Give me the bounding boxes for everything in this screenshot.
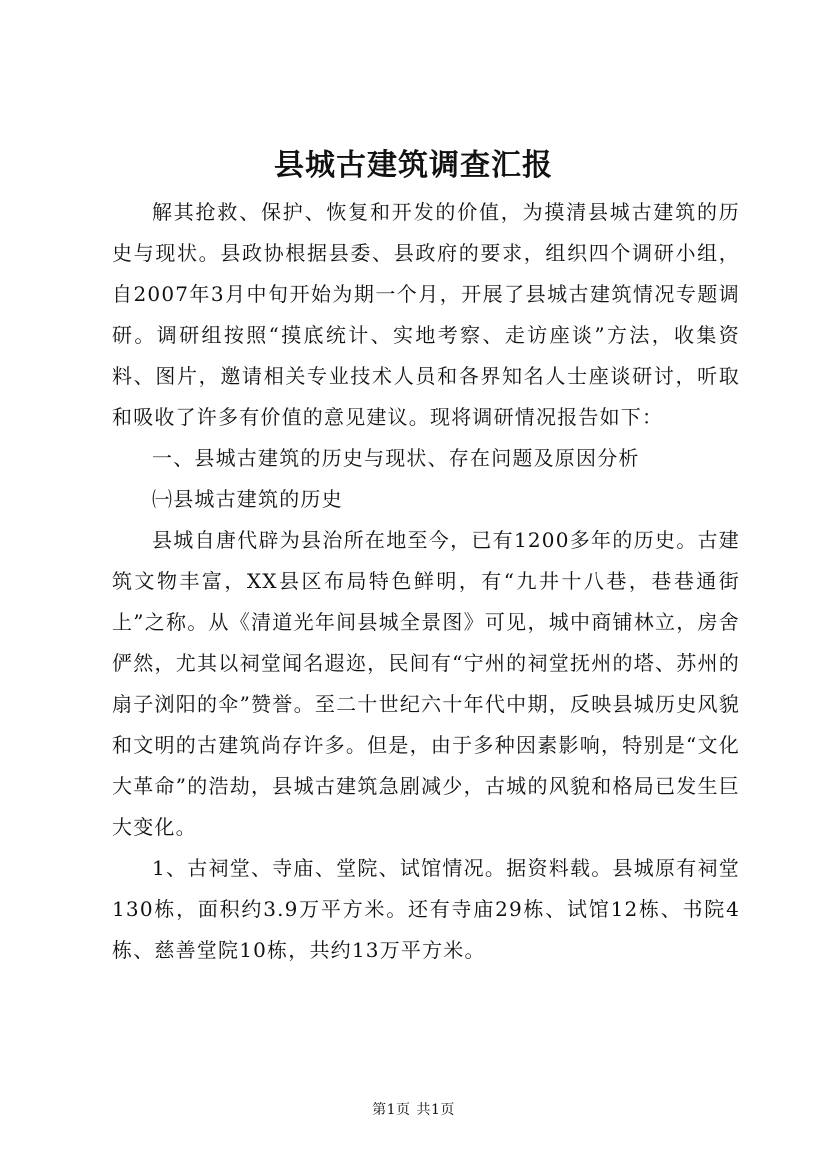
page-total: 共1页 — [416, 1102, 455, 1118]
page-number: 第1页 — [372, 1102, 411, 1118]
document-title: 县城古建筑调查汇报 — [274, 148, 553, 183]
document-body — [112, 192, 740, 971]
paragraph-history: 县城自唐代辟为县治所在地至今，已有1200多年的历史。古建筑文物丰富，XX县区布局特色鲜明，有“九井十八巷，巷巷通街上”之称。从《清道光年间县城全景图》可见，城中商铺林立，房舍俨然，尤其以祠堂闻名遐迩，民间有“宁州的祠堂抚州的塔、苏州的扇子浏阳的伞”赞誉。至二十世纪六十年代中期，反映县城历史风貌和文明的古建筑尚存许多。但是，由于多种因素影响，特别是“文化大革命”的浩劫，县城古建筑急剧减少，古城的风貌和格局已发生巨大变化。 — [112, 528, 740, 839]
subsection-heading: ㈠县城古建筑的历史 — [152, 487, 343, 511]
paragraph-intro: 解其抢救、保护、恢复和开发的价值，为摸清县城古建筑的历史与现状。县政协根据县委、县政府的要求，组织四个调研小组，自2007年3月中旬开始为期一个月，开展了县城古建筑情况专题调研。调研组按照“摸底统计、实地考察、走访座谈”方法，收集资料、图片，邀请相关专业技术人员和各界知名人士座谈研讨，听取和吸收了许多有价值的意见建议。现将调研情况报告如下： — [112, 200, 740, 429]
page-footer — [0, 1100, 827, 1120]
section-heading: 一、县城古建筑的历史与现状、存在问题及原因分析 — [152, 446, 640, 470]
paragraph-ancestral-halls: 1、古祠堂、寺庙、堂院、试馆情况。据资料载。县城原有祠堂130栋，面积约3.9万平方米。还有寺庙29栋、试馆12栋、书院4栋、慈善堂院10栋，共约13万平方米。 — [112, 856, 740, 962]
